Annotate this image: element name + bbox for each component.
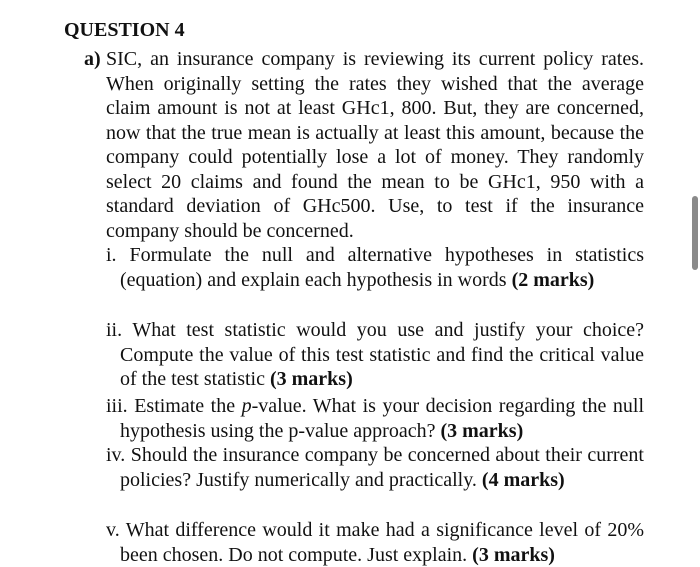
subquestion-marks: (2 marks) <box>511 268 595 291</box>
subquestion-text: What difference would it make had a significance level of 20% been chosen. Do not compute. Just explain. <box>120 519 645 566</box>
part-label: a) <box>84 48 101 70</box>
subquestion-number: v. <box>106 519 120 541</box>
subquestion-number: iv. <box>106 444 126 466</box>
subquestion-marks: (4 marks) <box>481 468 565 491</box>
subquestion-ii <box>106 318 644 392</box>
subquestion-v <box>106 518 644 567</box>
subquestion-marks: (3 marks) <box>440 419 524 442</box>
p-italic: p <box>241 395 252 417</box>
subquestion-iii <box>106 394 644 443</box>
subquestion-number: ii. <box>106 319 123 341</box>
subquestion-marks: (3 marks) <box>269 368 353 390</box>
subquestion-i <box>106 243 644 292</box>
question-heading: QUESTION 4 <box>64 19 185 41</box>
subquestion-text: Formulate the null and alternative hypotheses in statistics (equation) and explain each hypothesis in words <box>120 244 644 291</box>
subquestion-number: iii. <box>106 395 128 417</box>
subquestion-text-before: Estimate the <box>134 395 236 417</box>
subquestion-iv <box>106 443 644 492</box>
subquestion-number: i. <box>106 244 117 266</box>
subquestion-text-after: -value. What is your decision regarding the null hypothesis using the p-value approach? <box>120 395 644 442</box>
subquestion-text: What test statistic would you use and justify your choice? Compute the value of this test statistic and find the critical value of the test statistic <box>120 319 645 390</box>
vertical-scrollbar[interactable] <box>692 196 698 270</box>
subquestion-text: Should the insurance company be concerned about their current policies? Justify numerically and practically. <box>120 444 644 491</box>
part-a-text: SIC, an insurance company is reviewing its current policy rates. When originally setting the rates they wished that the average claim amount is not at least GHc1, 800. But, they are concerned, now that the true mean is actually at least this amount, because the company could potentially lose a lot of money. They randomly select 20 claims and found the mean to be GHc1, 950 with a standard deviation of GHc500. Use, to test if the insurance company should be concerned. <box>106 48 644 242</box>
subquestion-marks: (3 marks) <box>472 543 555 566</box>
